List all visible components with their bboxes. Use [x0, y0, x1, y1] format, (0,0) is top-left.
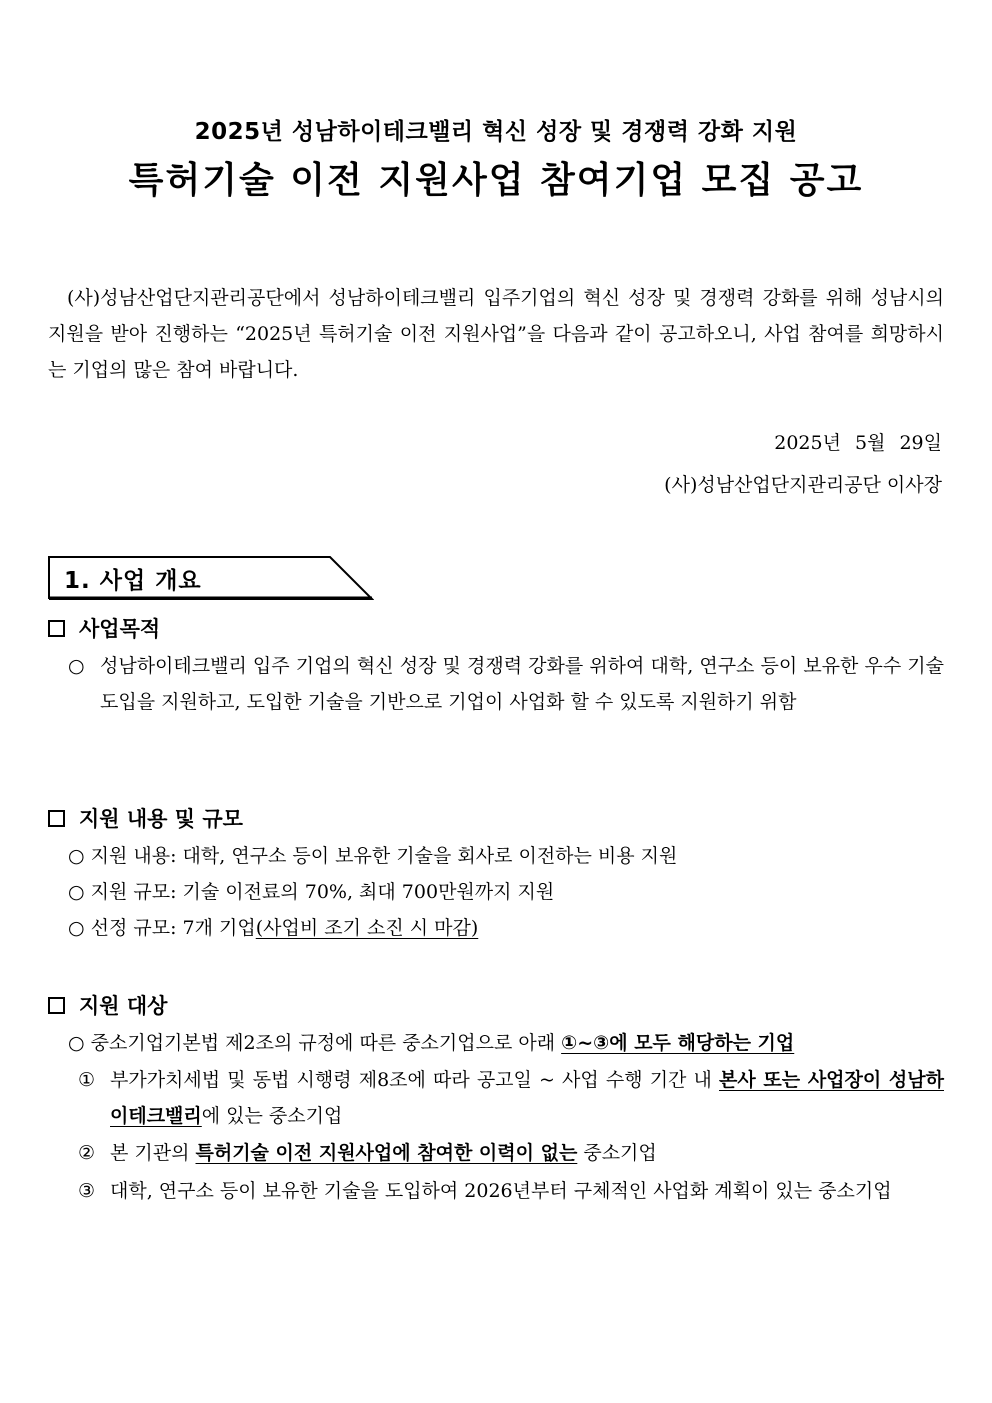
- circle-bullet-icon: ○: [68, 1032, 85, 1054]
- target-main-emphasis: ①~③에 모두 해당하는 기업: [561, 1032, 795, 1054]
- circle-bullet-icon: ○: [68, 655, 85, 677]
- purpose-item: [68, 648, 944, 720]
- notice-issuer: (사)성남산업단지관리공단 이사장: [664, 474, 942, 496]
- criterion-1-suffix: 에 있는 중소기업: [201, 1105, 343, 1127]
- notice-date: 2025년 5월 29일: [774, 432, 942, 454]
- checkbox-square-icon: [48, 997, 65, 1014]
- support-content-text: 지원 내용: 대학, 연구소 등이 보유한 기술을 회사로 이전하는 비용 지원: [90, 845, 678, 867]
- support-heading: [48, 803, 243, 833]
- notice-subtitle: 2025년 성남하이테크밸리 혁신 성장 및 경쟁력 강화 지원: [194, 119, 798, 145]
- target-heading: [48, 990, 167, 1020]
- purpose-text: 성남하이테크밸리 입주 기업의 혁신 성장 및 경쟁력 강화를 위하여 대학, 연구소 등이 보유한 우수 기술 도입을 지원하고, 도입한 기술을 기반으로 기업이 사업화 할 수 있도록 지원하기 위함: [100, 655, 944, 713]
- circle-bullet-icon: ○: [68, 917, 85, 939]
- intro-paragraph: (사)성남산업단지관리공단에서 성남하이테크밸리 입주기업의 혁신 성장 및 경쟁력 강화를 위해 성남시의 지원을 받아 진행하는 “2025년 특허기술 이전 지원사업”을 다음과 같이 공고하오니, 사업 참여를 희망하시는 기업의 많은 참여 바랍니다.: [48, 287, 944, 381]
- criterion-3-text: 대학, 연구소 등이 보유한 기술을 도입하여 2026년부터 구체적인 사업화 계획이 있는 중소기업: [110, 1180, 892, 1202]
- checkbox-square-icon: [48, 810, 65, 827]
- criterion-2-emphasis: 특허기술 이전 지원사업에 참여한 이력이 없는: [195, 1142, 578, 1164]
- purpose-heading: [48, 613, 160, 643]
- notice-title: 특허기술 이전 지원사업 참여기업 모집 공고: [128, 160, 864, 201]
- section-heading-tab: [48, 556, 374, 600]
- target-main-text: 중소기업기본법 제2조의 규정에 따른 중소기업으로 아래: [90, 1032, 562, 1054]
- circle-bullet-icon: ○: [68, 881, 85, 903]
- selection-note: (사업비 조기 소진 시 마감): [255, 917, 479, 939]
- criterion-2-suffix: 중소기업: [577, 1142, 657, 1164]
- criterion-1: [78, 1062, 944, 1134]
- target-main-item: [68, 1025, 794, 1061]
- circled-number-icon: ②: [78, 1142, 96, 1164]
- section-heading: 1. 사업 개요: [64, 568, 202, 594]
- support-item-content: [68, 838, 677, 874]
- criterion-1-prefix: 부가가치세법 및 동법 시행령 제8조에 따라 공고일 ~ 사업 수행 기간 내: [110, 1069, 720, 1091]
- criterion-1-emphasis: 본사 또는 사업장이 성남하이테크밸리: [110, 1069, 944, 1127]
- selection-text: 선정 규모: 7개 기업: [90, 917, 256, 939]
- criterion-3: [78, 1173, 944, 1209]
- checkbox-square-icon: [48, 620, 65, 637]
- criterion-2-text: [110, 1135, 944, 1171]
- target-heading-label: 지원 대상: [79, 994, 168, 1018]
- criterion-2: [78, 1135, 944, 1171]
- support-item-selection: [68, 910, 478, 946]
- support-heading-label: 지원 내용 및 규모: [79, 807, 243, 831]
- circle-bullet-icon: ○: [68, 845, 85, 867]
- criterion-2-prefix: 본 기관의: [110, 1142, 196, 1164]
- support-scale-text: 지원 규모: 기술 이전료의 70%, 최대 700만원까지 지원: [90, 881, 555, 903]
- criterion-1-text: [110, 1062, 944, 1134]
- support-item-scale: [68, 874, 554, 910]
- circled-number-icon: ③: [78, 1180, 96, 1202]
- purpose-heading-label: 사업목적: [79, 617, 161, 641]
- circled-number-icon: ①: [78, 1069, 96, 1091]
